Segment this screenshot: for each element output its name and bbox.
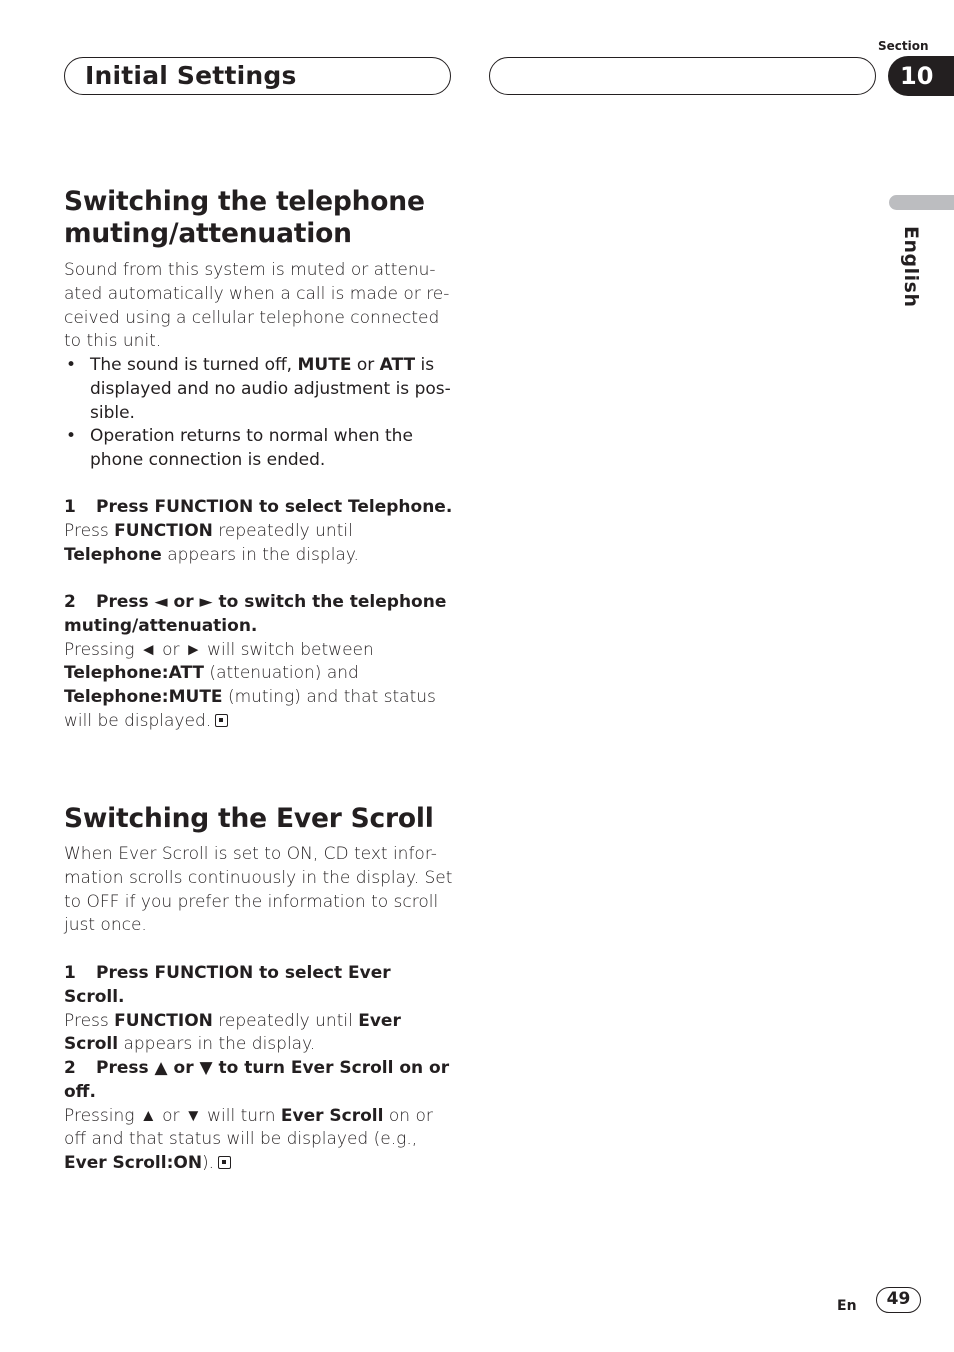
section-number-badge: 10 (888, 56, 954, 96)
step-title: 1 Press FUNCTION to select Telephone. (64, 497, 453, 517)
step-body: Press FUNCTION repeatedly until Telephone appears in the display. (64, 520, 359, 565)
list-item: • Operation returns to normal when the phone connection is ended. (64, 425, 456, 473)
step-block (64, 1057, 456, 1176)
intro-text: Sound from this system is muted or attenu-ated automatically when a call is made or re-ceived using a cellular telephone connected to this unit. (64, 260, 450, 352)
end-mark-icon (215, 714, 228, 727)
list-item: • The sound is turned off, MUTE or ATT is displayed and no audio adjustment is pos-sible. (64, 354, 456, 425)
step-title: 2 Press ◄ or ► to switch the telephone muting/attenuation. (64, 592, 447, 636)
step-block (64, 496, 456, 567)
section-label: Section (878, 39, 929, 53)
page-title: Initial Settings (85, 61, 297, 90)
section-intro (64, 843, 456, 938)
header-title-box (64, 57, 451, 95)
section-intro (64, 259, 456, 354)
step-body: Pressing ▲ or ▼ will turn Ever Scroll on or off and that status will be displayed (e.g., Ever Scroll:ON). (64, 1105, 433, 1174)
end-mark-icon (218, 1156, 231, 1169)
step-body: Press FUNCTION repeatedly until Ever Scroll appears in the display. (64, 1010, 401, 1055)
language-tab (889, 195, 954, 210)
language-label: English (900, 226, 922, 308)
step-title: 1 Press FUNCTION to select Ever Scroll. (64, 963, 391, 1007)
step-block (64, 962, 456, 1057)
section-heading: Switching the telephone muting/attenuation (64, 186, 425, 249)
step-body: Pressing ◄ or ► will switch between Telephone:ATT (attenuation) and Telephone:MUTE (muting) and that status will be displayed. (64, 639, 436, 731)
section-heading: Switching the Ever Scroll (64, 803, 434, 834)
page-number: 49 (876, 1287, 921, 1313)
header-empty-box (489, 57, 876, 95)
footer-language: En (837, 1298, 857, 1314)
step-block (64, 591, 456, 734)
step-title: 2 Press ▲ or ▼ to turn Ever Scroll on or off. (64, 1058, 450, 1102)
bullet-list (64, 354, 456, 473)
intro-text: When Ever Scroll is set to ON, CD text infor-mation scrolls continuously in the display. Set to OFF if you prefer the information to scroll just once. (64, 844, 453, 936)
